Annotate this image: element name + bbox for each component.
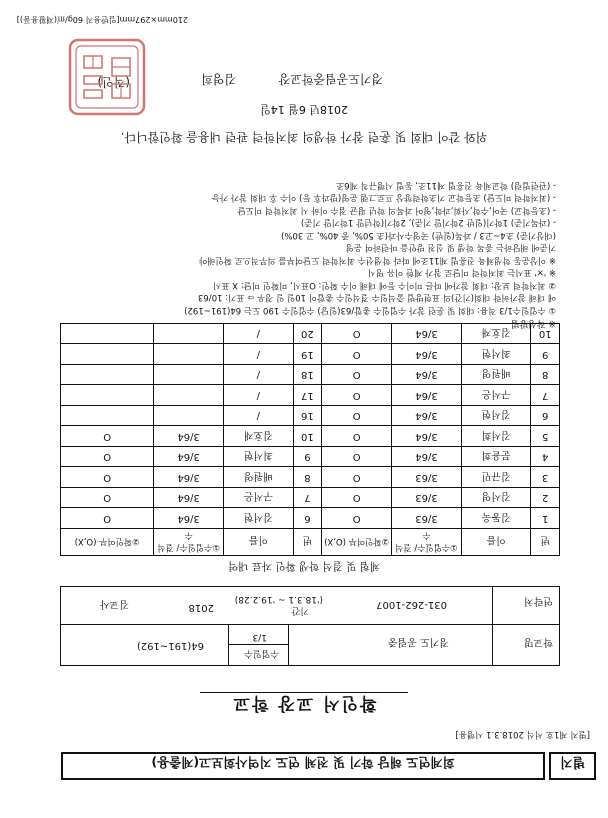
student-name: 배원영 bbox=[224, 467, 294, 488]
col-header: 번 bbox=[531, 529, 560, 556]
document-title: 확인서 교장 학교 bbox=[231, 693, 377, 713]
blank-cell bbox=[154, 324, 224, 345]
col-header: ②확인여부 (O,X) bbox=[322, 529, 392, 556]
school-info-box bbox=[60, 586, 560, 666]
form-badge: 별지 bbox=[559, 754, 586, 769]
check-cell: O bbox=[322, 344, 392, 365]
student-name: 최서현 bbox=[224, 447, 294, 468]
student-name: 최서현 bbox=[461, 344, 531, 365]
check-cell: O bbox=[61, 488, 154, 509]
table-row bbox=[61, 467, 560, 488]
student-name: 김서현 bbox=[224, 508, 294, 529]
period-value: ('18.3.1 ~ '19.2.28) bbox=[234, 594, 323, 604]
blank-cell bbox=[61, 385, 154, 406]
check-cell: O bbox=[322, 365, 392, 386]
student-name: 배원영 bbox=[461, 365, 531, 386]
school-name-label: 학교명 bbox=[524, 636, 553, 647]
row-index: 20 bbox=[293, 324, 322, 345]
check-cell: O bbox=[322, 324, 392, 345]
notes-heading: ※ 작성방법 bbox=[510, 318, 556, 328]
table-heading: 체험 및 결석 학생 확인 자료 내역 bbox=[228, 560, 380, 572]
note-line: ① 수업일수1/3 적용: 대회 및 훈련 참가 수업일수 총합/63(일당) 수업일수 190 도는 64(191~192) bbox=[184, 305, 556, 315]
teacher-name: 김교사 bbox=[100, 598, 129, 609]
title-underline bbox=[200, 692, 408, 693]
student-name: 김호재 bbox=[224, 426, 294, 447]
student-name: 김서희 bbox=[461, 426, 531, 447]
year: 2018 bbox=[188, 602, 214, 613]
table-row bbox=[61, 344, 560, 365]
ratio-cell: 3/64 bbox=[392, 365, 462, 386]
row-number: 8 bbox=[531, 365, 560, 386]
period-label: 기간 bbox=[291, 605, 309, 615]
blank-cell bbox=[61, 365, 154, 386]
table-row bbox=[61, 426, 560, 447]
table-row bbox=[61, 488, 560, 509]
blank-cell bbox=[154, 385, 224, 406]
col-header: ②확인여부 (O,X) bbox=[61, 529, 154, 556]
confirm-date: 2018년 6월 14일 bbox=[260, 103, 348, 116]
row-index: 17 bbox=[293, 385, 322, 406]
check-cell: O bbox=[322, 467, 392, 488]
note-line: 기준에 해당하는 종목 학생 및 실천 방안을 마련하여 운영 bbox=[345, 242, 556, 253]
table-row bbox=[61, 447, 560, 468]
signer-name: 김영희 bbox=[201, 72, 236, 86]
note-line: - (최저학력 미도달) 초등학교 기초학력향상 프로그램 운영(방과후 등) 이수 후 대회 참가 가능 bbox=[211, 192, 556, 203]
row-number: 2 bbox=[531, 488, 560, 509]
ratio-cell: 3/63 bbox=[392, 467, 462, 488]
blank-cell bbox=[154, 365, 224, 386]
seal-label: (직인) bbox=[97, 75, 130, 89]
table-row bbox=[61, 406, 560, 427]
remark-cell: / bbox=[224, 365, 294, 386]
school-name: 경기도 공립중 bbox=[387, 636, 449, 647]
check-cell: O bbox=[322, 426, 392, 447]
remark-cell: / bbox=[224, 324, 294, 345]
ratio-cell: 3/63 bbox=[392, 488, 462, 509]
phone: 031-262-1007 bbox=[376, 599, 447, 610]
row-index: 16 bbox=[293, 406, 322, 427]
row-number: 7 bbox=[531, 385, 560, 406]
paper-spec: 210mm×297mm[일반용지 60g/㎡(재활용품)] bbox=[16, 15, 188, 24]
row-number: 10 bbox=[531, 324, 560, 345]
ratio-label: 수업일수 bbox=[244, 648, 279, 658]
check-cell: O bbox=[322, 447, 392, 468]
row-number: 6 bbox=[293, 508, 322, 529]
blank-cell bbox=[154, 406, 224, 427]
table-row bbox=[61, 385, 560, 406]
note-line: ※ 이상운동 학생체육 진흥법 제11조에 따라 학생선수 최저학력 도달여부를 의무적으로 확인해야 bbox=[199, 255, 556, 265]
check-cell: O bbox=[322, 508, 392, 529]
row-index: 18 bbox=[293, 365, 322, 386]
col-header: ①수업일수/ 결석수 bbox=[392, 529, 462, 556]
ratio-cell: 3/64 bbox=[392, 426, 462, 447]
ratio-cell: 3/64 bbox=[154, 447, 224, 468]
ratio-cell: 3/64 bbox=[154, 467, 224, 488]
check-cell: O bbox=[322, 406, 392, 427]
ratio-cell: 3/64 bbox=[154, 426, 224, 447]
form-badge-box bbox=[549, 752, 596, 780]
note-line: ※ '×' 표시는 최저학력 미달로 참가 제한 이유 명시 bbox=[367, 267, 556, 278]
student-name: 김호재 bbox=[461, 324, 531, 345]
note-line: 에 대해 참가허락 대회(기간)의 표현방법 출석일수 결석일수 총합이 10일 일 경우 ⇨ 표기: 10/63 bbox=[197, 292, 556, 303]
note-line: (대상기준) 초4~고3 / 과목(일반) 국영수사과(초 50%, 중 40%, 고 30%) bbox=[281, 230, 556, 240]
ratio-cell: 3/64 bbox=[392, 447, 462, 468]
row-number: 9 bbox=[531, 344, 560, 365]
note-line: ② 최저학력 보장: 대회 참가에 따른 미이수 등에 대해 이수 확인: O표시, 미확인 미달: X 표시 bbox=[213, 280, 556, 290]
official-seal-icon bbox=[66, 36, 148, 118]
student-name: 구서은 bbox=[224, 488, 294, 509]
remark-cell: / bbox=[224, 344, 294, 365]
table-header-row bbox=[61, 529, 560, 556]
student-name: 김규민 bbox=[461, 467, 531, 488]
blank-cell bbox=[61, 406, 154, 427]
check-cell: O bbox=[61, 508, 154, 529]
table-row bbox=[61, 365, 560, 386]
student-name: 김서현 bbox=[461, 406, 531, 427]
confirm-text: 위와 같이 대회 및 훈련 참가 학생의 최저학력 관련 내용을 확인합니다. bbox=[120, 130, 488, 144]
signer-school: 경기도공립중학교장 bbox=[278, 72, 383, 86]
row-number: 9 bbox=[293, 447, 322, 468]
remark-cell: / bbox=[224, 385, 294, 406]
row-index: 19 bbox=[293, 344, 322, 365]
ratio-cell: 3/64 bbox=[154, 488, 224, 509]
check-cell: O bbox=[61, 426, 154, 447]
ratio-cell: 3/64 bbox=[392, 385, 462, 406]
note-line: - (관련법령) 학교체육 진흥법 제11조, 동법 시행규칙 제6조 bbox=[336, 180, 556, 190]
row-number: 1 bbox=[531, 508, 560, 529]
row-number: 6 bbox=[531, 406, 560, 427]
student-name: 문윤희 bbox=[461, 447, 531, 468]
row-number: 5 bbox=[531, 426, 560, 447]
records-table bbox=[60, 323, 560, 556]
col-header: 이름 bbox=[461, 529, 531, 556]
row-number: 8 bbox=[293, 467, 322, 488]
blank-cell bbox=[154, 344, 224, 365]
form-note: [별지 제1호 서식 2018.3.1 시행용] bbox=[455, 729, 590, 739]
check-cell: O bbox=[322, 385, 392, 406]
class-value: 64(191~192) bbox=[136, 640, 204, 651]
col-header: ①수업일수/ 결석수 bbox=[154, 529, 224, 556]
ratio-cell: 3/64 bbox=[392, 344, 462, 365]
blank-cell bbox=[61, 344, 154, 365]
remark-cell: / bbox=[224, 406, 294, 427]
row-number: 4 bbox=[531, 447, 560, 468]
note-line: - (과목기준) 1학기(일반 2학기말 기준), 2학기(학년말 1학기말 기준) bbox=[300, 217, 556, 228]
table-row bbox=[61, 508, 560, 529]
contact-label: 연락처 bbox=[524, 595, 553, 606]
row-number: 7 bbox=[293, 488, 322, 509]
ratio-cell: 3/64 bbox=[154, 508, 224, 529]
ratio-cell: 3/64 bbox=[392, 324, 462, 345]
col-header: 이름 bbox=[224, 529, 294, 556]
ratio-value: 1/3 bbox=[252, 632, 267, 642]
ratio-cell: 3/64 bbox=[392, 406, 462, 427]
row-number: 10 bbox=[293, 426, 322, 447]
form-header-title: 회계연도 해당 학기 및 전체 연도 지역사회보고(제출용) bbox=[151, 755, 455, 770]
row-number: 3 bbox=[531, 467, 560, 488]
check-cell: O bbox=[61, 467, 154, 488]
note-line: - (초등학교) 국어,수학,사회,과학,영어 과목의 학년 평균 점수 이하 시 최저학력 미도달 bbox=[237, 205, 556, 215]
blank-cell bbox=[61, 324, 154, 345]
form-title-box bbox=[61, 752, 545, 780]
notes-list bbox=[184, 179, 556, 317]
col-header: 번 bbox=[293, 529, 322, 556]
student-name: 구서은 bbox=[461, 385, 531, 406]
check-cell: O bbox=[61, 447, 154, 468]
student-name: 김서영 bbox=[461, 488, 531, 509]
check-cell: O bbox=[322, 488, 392, 509]
ratio-cell: 3/63 bbox=[392, 508, 462, 529]
student-name: 김동욱 bbox=[461, 508, 531, 529]
table-row bbox=[61, 324, 560, 345]
